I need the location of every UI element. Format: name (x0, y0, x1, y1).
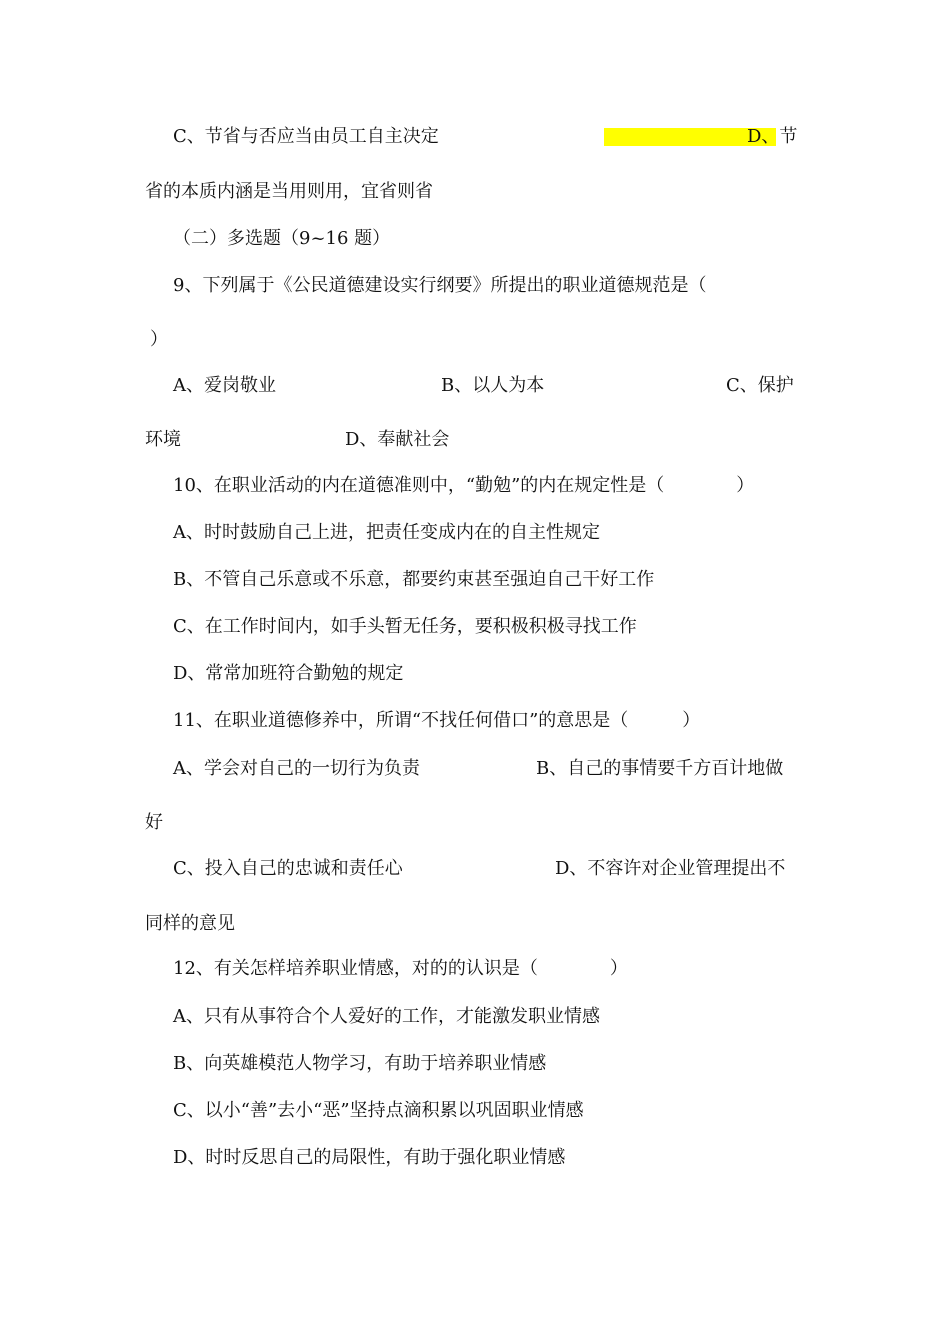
q12-option-a: A、只有从事符合个人爱好的工作，才能激发职业情感 (173, 1006, 600, 1027)
q8-option-d-tail: 省的本质内涵是当用则用，宜省则省 (145, 181, 433, 202)
q11-option-d-tail: 同样的意见 (145, 913, 235, 934)
q11-option-d-head: D、不容许对企业管理提出不 (555, 858, 786, 879)
q8-option-c: C、节省与否应当由员工自主决定 (173, 126, 439, 147)
q9-option-c-head: C、保护 (726, 375, 794, 396)
q8-option-d-head: D、节 (747, 126, 798, 147)
q11-option-a: A、学会对自己的一切行为负责 (173, 758, 420, 779)
q11-stem: 11、在职业道德修养中，所谓“不找任何借口”的意思是（ ） (173, 710, 701, 731)
q9-option-b: B、以人为本 (441, 375, 545, 396)
q9-option-c-tail: 环境 (145, 429, 181, 450)
q10-option-c: C、在工作时间内，如手头暂无任务，要积极积极寻找工作 (173, 616, 637, 637)
q10-stem: 10、在职业活动的内在道德准则中，“勤勉”的内在规定性是（ ） (173, 475, 755, 496)
q12-option-b: B、向英雄模范人物学习，有助于培养职业情感 (173, 1053, 547, 1074)
q11-option-c: C、投入自己的忠诚和责任心 (173, 858, 403, 879)
q10-option-b: B、不管自己乐意或不乐意，都要约束甚至强迫自己干好工作 (173, 569, 655, 590)
q9-option-d: D、奉献社会 (345, 429, 450, 450)
section-heading: （二）多选题（9~16 题） (173, 228, 391, 249)
q11-option-b-tail: 好 (145, 812, 163, 833)
q9-option-a: A、爱岗敬业 (173, 375, 276, 396)
q12-stem: 12、有关怎样培养职业情感，对的的认识是（ ） (173, 958, 628, 979)
q10-option-a: A、时时鼓励自己上进，把责任变成内在的自主性规定 (173, 522, 600, 543)
q12-option-c: C、以小“善”去小“恶”坚持点滴积累以巩固职业情感 (173, 1100, 584, 1121)
q10-option-d: D、常常加班符合勤勉的规定 (173, 663, 404, 684)
q9-stem: 9、下列属于《公民道德建设实行纲要》所提出的职业道德规范是（ (173, 275, 707, 296)
q11-option-b-head: B、自己的事情要千方百计地做 (536, 758, 784, 779)
q12-option-d: D、时时反思自己的局限性，有助于强化职业情感 (173, 1147, 566, 1168)
q9-stem-end: ） (150, 329, 168, 350)
